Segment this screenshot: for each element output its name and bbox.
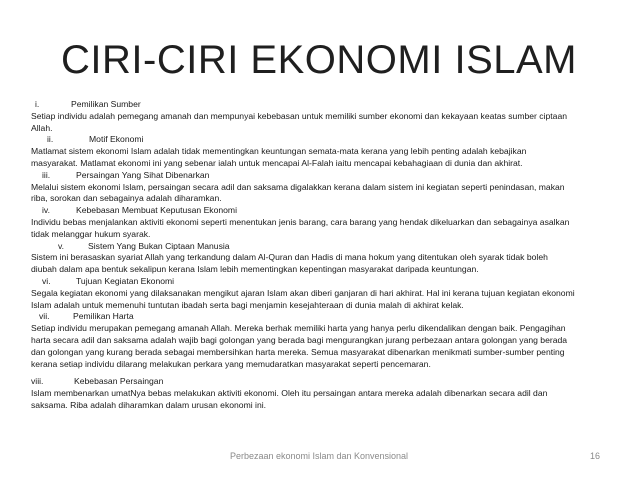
item-heading-text: Kebebasan Membuat Keputusan Ekonomi <box>76 205 237 216</box>
item-heading-text: Pemilikan Sumber <box>71 99 141 109</box>
item-heading-text: Motif Ekonomi <box>89 134 144 145</box>
item-text-line: Allah. <box>31 122 53 133</box>
item-text-line: Melalui sistem ekonomi Islam, persaingan secara adil dan saksama digalakkan kerana dalam sistem ini kegiatan seperti penindasan, makan <box>31 181 565 192</box>
item-text-line: kerana setiap individu dilarang melakukan perkara yang memudaratkan masyarakat seperti pencemaran. <box>31 358 431 369</box>
item-number: viii. <box>31 376 44 387</box>
item-heading-text: Tujuan Kegiatan Ekonomi <box>76 275 175 286</box>
item-text-line: masyarakat. Matlamat ekonomi ini yang sebenar ialah untuk mencapai Al-Falah iaitu mencapai kebahagiaan di dunia dan akhirat. <box>31 157 523 168</box>
item-heading <box>31 311 611 323</box>
item-text-line: Setiap individu merupakan pemegang amanah Allah. Mereka berhak memiliki harta yang hanya perlu dikendalikan dengan baik. Pengagihan <box>31 323 566 334</box>
item-text-line: harta secara adil dan saksama adalah wajib bagi golongan yang berada bagi mengurangkan jurang perbezaan antara golongan yang berada <box>31 334 568 345</box>
item-heading-text: Kebebasan Persaingan <box>74 376 164 387</box>
item-text-line: Matlamat sistem ekonomi Islam adalah tidak mementingkan keuntungan semata-mata kerana yang lebih penting adalah kebajikan <box>31 146 527 157</box>
item-heading-text: Persaingan Yang Sihat Dibenarkan <box>76 169 210 180</box>
item-number: vi. <box>42 275 51 286</box>
item-text-line: saksama. Riba adalah diharamkan dalam urusan ekonomi ini. <box>31 399 267 410</box>
footer-text: Perbezaan ekonomi Islam dan Konvensional <box>229 451 409 461</box>
item-heading <box>31 170 611 182</box>
item-text-line: dan golongan yang kurang berada sebagai membersihkan harta mereka. Semua masyarakat dibenarkan menikmati sumber-sumber penting <box>31 346 565 357</box>
item-heading-text: Sistem Yang Bukan Ciptaan Manusia <box>88 240 230 251</box>
slide-footer <box>0 451 638 463</box>
page-number: 16 <box>589 451 600 461</box>
item-text-line: riba, sorokan dan sebagainya adalah diharamkan. <box>31 193 222 204</box>
item-text-line: Sistem ini berasaskan syariat Allah yang terkandung dalam Al-Quran dan Hadis di mana hokum yang ditentukan oleh syarak tidak boleh <box>31 252 548 263</box>
item-number: ii. <box>47 134 54 145</box>
item-heading <box>31 241 611 253</box>
item-heading <box>31 99 611 111</box>
item-text-line: Islam membenarkan umatNya bebas melakukan aktiviti ekonomi. Oleh itu persaingan antara mereka adalah dibenarkan secara adil dan <box>31 388 548 399</box>
slide-body <box>31 99 611 412</box>
item-number: v. <box>58 240 65 251</box>
item-text-line: Islam adalah untuk memenuhi tuntutan ibadah serta bagi menjamin kesejahteraan di dunia malah di akhirat kelak. <box>31 299 464 310</box>
item-number: iii. <box>42 169 51 180</box>
item-number: iv. <box>42 205 50 216</box>
item-text-line: Individu bebas menjalankan aktiviti ekonomi seperti menentukan jenis barang, cara barang yang hendak dikeluarkan dan sebagainya asalkan <box>31 216 570 227</box>
item-heading <box>31 205 611 217</box>
slide-title: CIRI-CIRI EKONOMI ISLAM <box>61 38 577 82</box>
item-number: vii. <box>39 311 50 322</box>
item-heading <box>31 134 611 146</box>
item-text-line: diubah dalam apa bentuk sekalipun kerana Islam lebih mementingkan kepentingan masyarakat daripada keuntungan. <box>31 264 479 275</box>
item-heading <box>31 276 611 288</box>
item-number: i. <box>35 99 40 109</box>
item-text-line: tidak melanggar hukum syarak. <box>31 228 151 239</box>
item-text-line: Segala kegiatan ekonomi yang dilaksanakan mengikut ajaran Islam akan diberi ganjaran di hari akhirat. Hal ini kerana tujuan kegiatan ekonomi <box>31 287 575 298</box>
item-heading <box>31 376 611 388</box>
item-text-line: Setiap individu adalah pemegang amanah dan mempunyai kebebasan untuk memiliki sumber ekonomi dan kekayaan keatas sumber ciptaan <box>31 110 568 121</box>
item-heading-text: Pemilikan Harta <box>73 311 134 322</box>
